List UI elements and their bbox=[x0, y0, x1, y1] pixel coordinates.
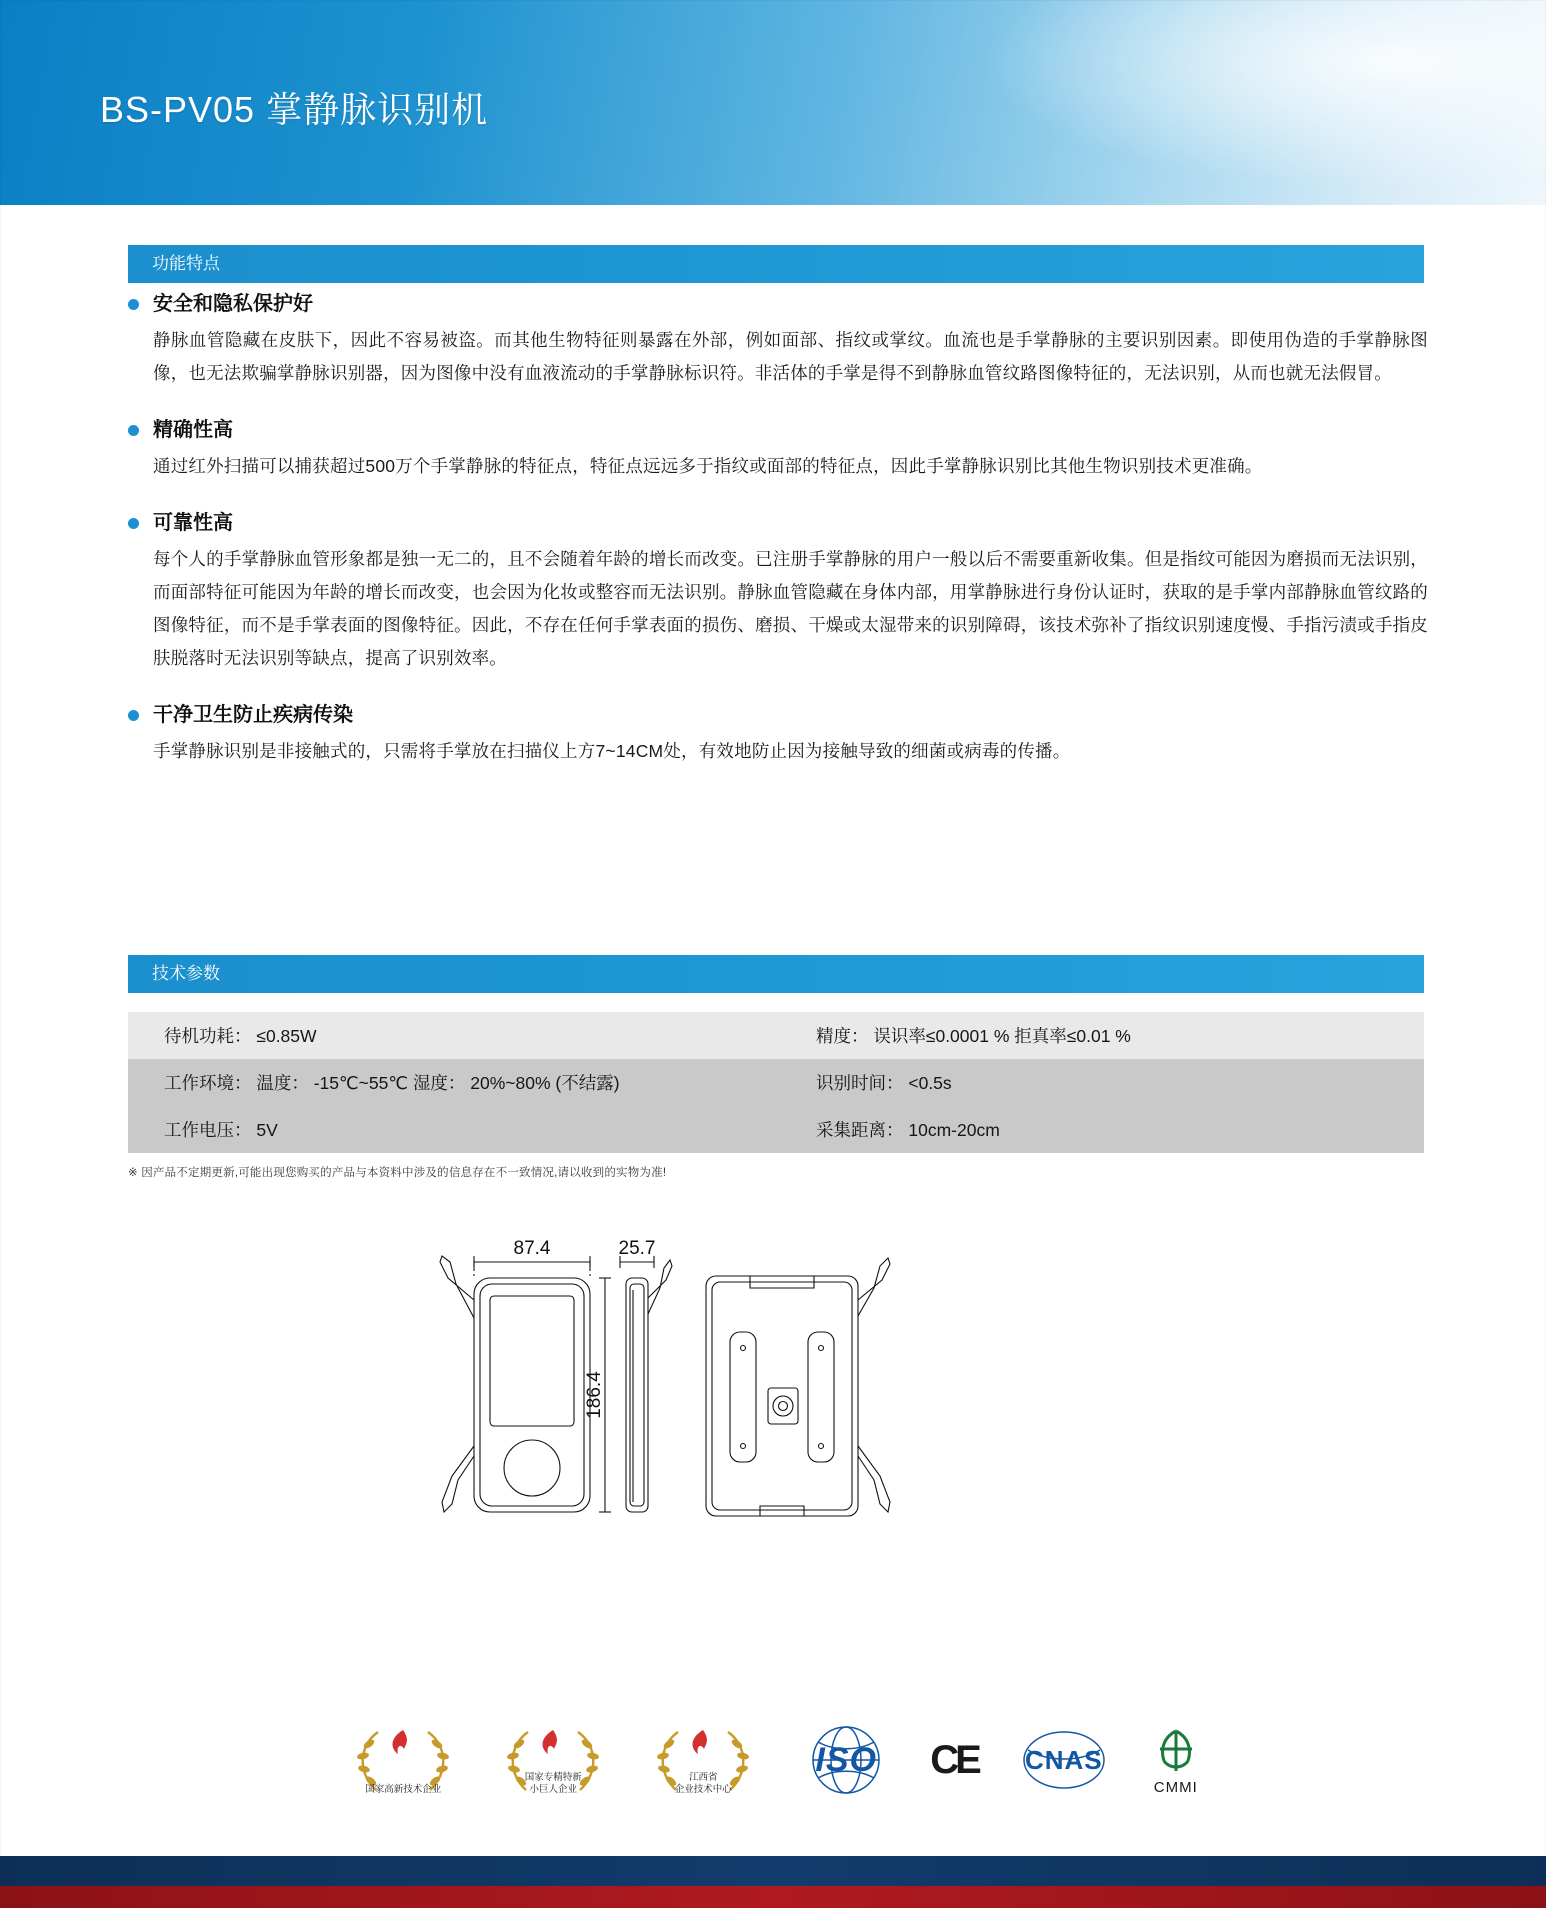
cert-ce bbox=[930, 1738, 978, 1783]
cert-cmmi bbox=[1150, 1725, 1202, 1796]
laurel-wreath-icon bbox=[494, 1718, 612, 1802]
spec-table-wrapper bbox=[128, 1012, 1424, 1180]
feature-title: 干净卫生防止疾病传染 bbox=[153, 704, 353, 726]
feature-body: 静脉血管隐藏在皮肤下，因此不容易被盗。而其他生物特征则暴露在外部，例如面部、指纹或掌纹。血流也是手掌静脉的主要识别因素。即使用伪造的手掌静脉图像，也无法欺骗掌静脉识别器，因为图像中没有血液流动的手掌静脉标识符。非活体的手掌是得不到静脉血管纹路图像特征的，无法识别，从而也就无法假冒。 bbox=[153, 330, 1428, 383]
dim-width-label: 87.4 bbox=[513, 1240, 551, 1259]
cert-specialized-new bbox=[494, 1718, 612, 1802]
spec-cell-right: 识别时间： <0.5s bbox=[776, 1059, 1424, 1106]
cmmi-label: CMMI bbox=[1153, 1778, 1198, 1796]
spec-cell-right: 精度： 误识率≤0.0001 % 拒真率≤0.01 % bbox=[776, 1012, 1424, 1059]
table-row bbox=[128, 1059, 1424, 1106]
table-row bbox=[128, 1012, 1424, 1059]
cert-label bbox=[344, 1784, 462, 1796]
cert-label bbox=[494, 1772, 612, 1796]
cert-label-line1: 国家专精特新 bbox=[524, 1772, 582, 1783]
dim-depth-label: 25.7 bbox=[618, 1240, 656, 1259]
feature-body: 手掌静脉识别是非接触式的，只需将手掌放在扫描仪上方7~14CM处，有效地防止因为接触导致的细菌或病毒的传播。 bbox=[153, 741, 1071, 761]
laurel-wreath-icon bbox=[644, 1718, 762, 1802]
ce-label: CE bbox=[930, 1737, 978, 1782]
feature-title: 可靠性高 bbox=[153, 512, 233, 534]
spec-cell-right: 采集距离： 10cm-20cm bbox=[776, 1106, 1424, 1153]
cert-label-line2: 小巨人企业 bbox=[529, 1784, 577, 1795]
laurel-wreath-icon bbox=[344, 1718, 462, 1802]
footer-bar-dark bbox=[0, 1856, 1546, 1886]
bullet-icon bbox=[128, 299, 139, 310]
spec-note: ※ 因产品不定期更新,可能出现您购买的产品与本资料中涉及的信息存在不一致情况,请以收到的实物为准! bbox=[128, 1167, 667, 1179]
product-dimension-drawing bbox=[430, 1240, 1130, 1580]
feature-item bbox=[128, 701, 1428, 768]
cert-label-line1: 江西省 bbox=[688, 1772, 718, 1783]
cert-iso bbox=[794, 1718, 898, 1802]
page-title: BS-PV05 掌静脉识别机 bbox=[100, 89, 489, 130]
feature-item bbox=[128, 290, 1428, 390]
features-list bbox=[128, 290, 1428, 794]
table-row bbox=[128, 1106, 1424, 1153]
cert-cnas bbox=[1010, 1718, 1118, 1802]
cert-label bbox=[644, 1772, 762, 1796]
bullet-icon bbox=[128, 518, 139, 529]
bullet-icon bbox=[128, 425, 139, 436]
bullet-icon bbox=[128, 710, 139, 721]
feature-item bbox=[128, 416, 1428, 483]
footer-bar-red bbox=[0, 1886, 1546, 1908]
spec-cell-left: 工作电压： 5V bbox=[128, 1106, 776, 1153]
feature-body: 每个人的手掌静脉血管形象都是独一无二的，且不会随着年龄的增长而改变。已注册手掌静脉的用户一般以后不需要重新收集。但是指纹可能因为磨损而无法识别，而面部特征可能因为年龄的增长而改变，也会因为化妆或整容而无法识别。静脉血管隐藏在身体内部，用掌静脉进行身份认证时，获取的是手掌内部静脉血管纹路的图像特征，而不是手掌表面的图像特征。因此，不存在任何手掌表面的损伤、磨损、干燥或太湿带来的识别障碍，该技术弥补了指纹识别速度慢、手指污渍或手指皮肤脱落时无法识别等缺点，提高了识别效率。 bbox=[153, 549, 1428, 668]
features-section-header: 功能特点 bbox=[128, 245, 1424, 283]
feature-item bbox=[128, 509, 1428, 675]
dim-height-label: 186.4 bbox=[584, 1371, 605, 1419]
cert-jiangxi-tech-center bbox=[644, 1718, 762, 1802]
cert-national-high-tech bbox=[344, 1718, 462, 1802]
page-banner bbox=[0, 0, 1546, 205]
cert-label-line1: 国家高新技术企业 bbox=[365, 1784, 442, 1795]
specs-section-header: 技术参数 bbox=[128, 955, 1424, 993]
feature-title: 安全和隐私保护好 bbox=[153, 293, 313, 315]
spec-cell-left: 工作环境： 温度： -15℃~55℃ 湿度： 20%~80% (不结露) bbox=[128, 1059, 776, 1106]
spec-table bbox=[128, 1012, 1424, 1153]
feature-body: 通过红外扫描可以捕获超过500万个手掌静脉的特征点，特征点远远多于指纹或面部的特征点，因此手掌静脉识别比其他生物识别技术更准确。 bbox=[153, 456, 1263, 476]
cnas-label: CNAS bbox=[1024, 1744, 1103, 1775]
iso-label: ISO bbox=[815, 1740, 877, 1779]
spec-cell-left: 待机功耗： ≤0.85W bbox=[128, 1012, 776, 1059]
certifications-row bbox=[0, 1700, 1546, 1820]
cert-label-line2: 企业技术中心 bbox=[674, 1784, 732, 1795]
feature-title: 精确性高 bbox=[153, 419, 233, 441]
cmmi-icon bbox=[1150, 1725, 1202, 1777]
